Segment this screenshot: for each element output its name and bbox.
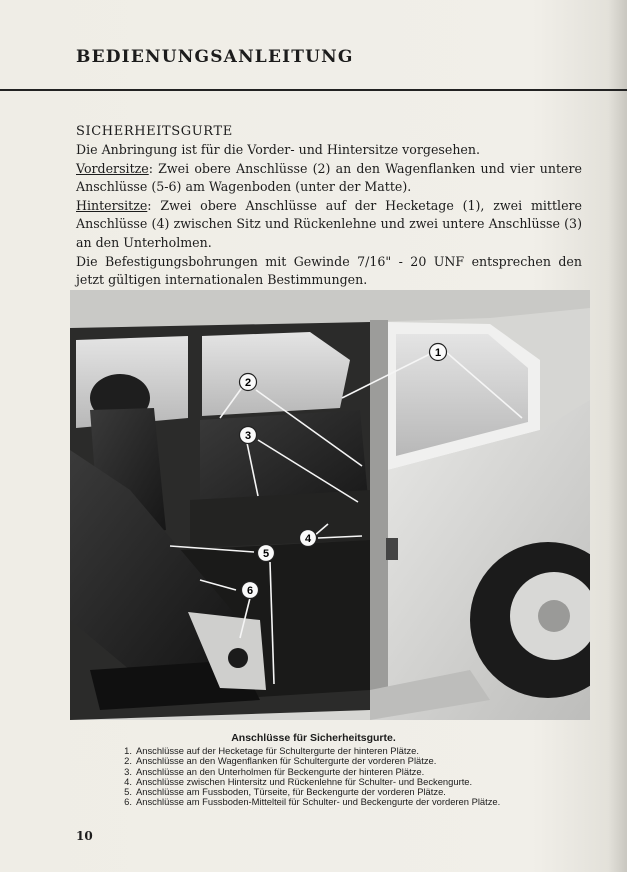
caption-item-number: 3. — [124, 765, 132, 777]
section-heading: SICHERHEITSGURTE — [76, 124, 233, 139]
caption-item-number: 2. — [124, 755, 132, 767]
rear-seats-text: : Zwei obere Anschlüsse auf der Hecketage (1), zwei mittlere Anschlüsse (4) zwischen Sitz und Rückenlehne und zwei untere Anschlüsse (3) an den Unterholmen. — [76, 197, 582, 250]
marker-3 — [240, 427, 257, 444]
car-interior-photo — [70, 290, 590, 720]
page-number: 10 — [76, 829, 93, 843]
caption-item-text: Anschlüsse zwischen Hintersitz und Rückenlehne für Schulter- und Beckengurte. — [136, 775, 473, 787]
caption-item-text: Anschlüsse an den Wagenflanken für Schultergurte der vorderen Plätze. — [136, 755, 437, 767]
threads-paragraph: Die Befestigungsbohrungen mit Gewinde 7/16" - 20 UNF entsprechen den jetzt gültigen internationalen Bestimmungen. — [76, 253, 582, 288]
rear-seats-label: Hintersitze — [76, 197, 148, 213]
caption-item-number: 6. — [124, 796, 132, 808]
marker-1 — [430, 344, 447, 361]
caption-item-number: 5. — [124, 786, 132, 798]
caption-item — [108, 797, 500, 807]
caption-item-text: Anschlüsse auf der Hecketage für Schultergurte der hinteren Plätze. — [136, 745, 419, 756]
front-seats-paragraph — [76, 160, 582, 197]
marker-4 — [300, 530, 317, 547]
body-text — [76, 141, 582, 290]
marker-2-label: 2 — [244, 377, 252, 389]
marker-4-label: 4 — [304, 533, 312, 545]
caption-title: Anschlüsse für Sicherheitsgurte. — [231, 732, 396, 744]
caption-item-text: Anschlüsse am Fussboden, Türseite, für Beckengurte der vorderen Plätze. — [136, 786, 446, 798]
header-divider — [0, 89, 627, 91]
caption-item-number: 1. — [124, 745, 132, 756]
page-header-title: BEDIENUNGSANLEITUNG — [76, 47, 354, 67]
marker-2 — [240, 374, 257, 391]
front-seats-text: : Zwei obere Anschlüsse (2) an den Wagenflanken und vier untere Anschlüsse (5-6) am Wagenboden (unter der Matte). — [76, 160, 582, 195]
front-seats-label: Vordersitze — [76, 160, 149, 176]
marker-6-label: 6 — [246, 585, 254, 597]
marker-6 — [242, 582, 259, 599]
rear-seats-paragraph — [76, 197, 582, 253]
car-interior-illustration — [70, 290, 590, 720]
marker-3-label: 3 — [244, 430, 252, 442]
caption-item-text: Anschlüsse am Fussboden-Mittelteil für Schulter- und Beckengurte der vorderen Plätze. — [136, 796, 501, 808]
marker-5-label: 5 — [262, 548, 270, 560]
caption-list — [108, 746, 500, 808]
intro-paragraph: Die Anbringung ist für die Vorder- und Hintersitze vorgesehen. — [76, 142, 480, 157]
marker-5 — [258, 545, 275, 562]
caption-item-number: 4. — [124, 775, 132, 787]
marker-1-label: 1 — [434, 347, 442, 359]
caption-item-text: Anschlüsse an den Unterholmen für Beckengurte der hinteren Plätze. — [136, 765, 425, 777]
